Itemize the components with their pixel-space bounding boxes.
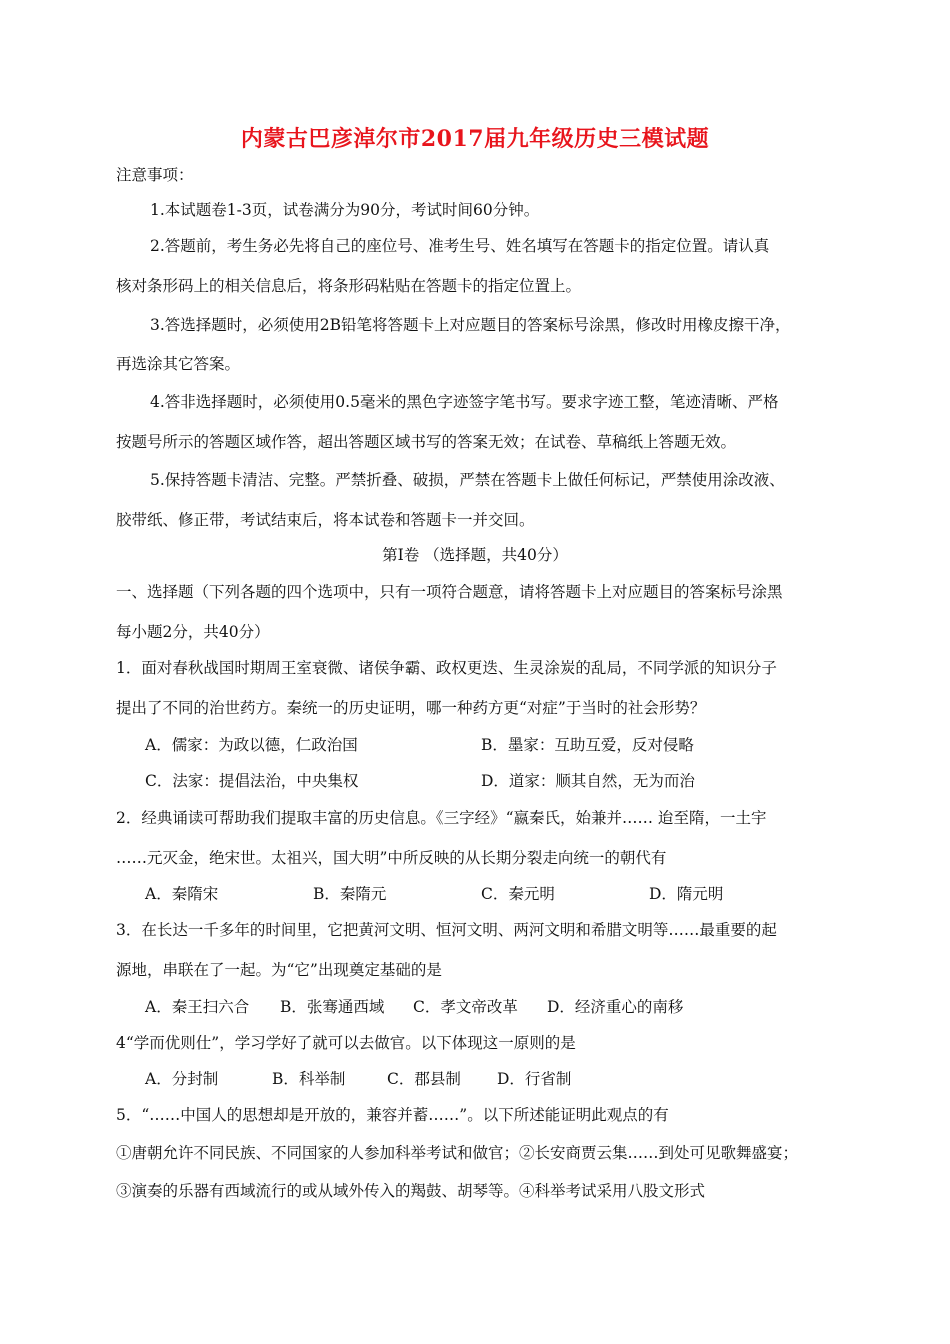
notice-item-3-line-2: 再选涂其它答案。 (116, 355, 241, 373)
exam-title: 内蒙古巴彦淖尔市2017届九年级历史三模试题 (240, 126, 710, 152)
part1-instruction-line-1: 一、选择题（下列各题的四个选项中，只有一项符合题意，请将答题卡上对应题目的答案标号涂黑 (116, 583, 783, 601)
question-1-option-a: A．儒家：为政以德，仁政治国 (145, 736, 358, 754)
question-5-line-2: ①唐朝允许不同民族、不同国家的人参加科举考试和做官；②长安商贾云集……到处可见歌舞盛宴； (116, 1144, 799, 1162)
question-4-line-1: 4“学而优则仕”，学习学好了就可以去做官。以下体现这一原则的是 (116, 1034, 576, 1052)
question-3-option-a: A．秦王扫六合 (145, 998, 250, 1016)
notice-item-1: 1.本试题卷1-3页，试卷满分为90分，考试时间60分钟。 (150, 201, 540, 219)
question-4-option-b: B．科举制 (272, 1070, 346, 1088)
question-2-line-1: 2．经典诵读可帮助我们提取丰富的历史信息。《三字经》“嬴秦氏，始兼并…… 迨至隋，一土宇 (116, 809, 767, 827)
notice-heading: 注意事项： (116, 166, 194, 184)
notice-item-3-line-1: 3.答选择题时，必须使用2B铅笔将答题卡上对应题目的答案标号涂黑，修改时用橡皮擦干净， (150, 316, 791, 334)
question-4-option-a: A．分封制 (145, 1070, 219, 1088)
question-2-option-b: B．秦隋元 (313, 885, 387, 903)
question-2-option-a: A．秦隋宋 (145, 885, 219, 903)
question-2-option-c: C．秦元明 (481, 885, 555, 903)
question-3-option-b: B．张骞通西域 (280, 998, 385, 1016)
question-3-line-2: 源地，串联在了一起。为“它”出现奠定基础的是 (116, 961, 442, 979)
question-4-option-c: C．郡县制 (387, 1070, 461, 1088)
notice-item-5-line-2: 胶带纸、修正带，考试结束后，将本试卷和答题卡一并交回。 (116, 511, 535, 529)
question-1-option-c: C．法家：提倡法治，中央集权 (145, 772, 359, 790)
notice-item-2-line-2: 核对条形码上的相关信息后，将条形码粘贴在答题卡的指定位置上。 (116, 277, 582, 295)
notice-item-2-line-1: 2.答题前，考生务必先将自己的座位号、准考生号、姓名填写在答题卡的指定位置。请认真 (150, 237, 770, 255)
question-5-line-3: ③演奏的乐器有西域流行的或从域外传入的羯鼓、胡琴等。④科举考试采用八股文形式 (116, 1182, 706, 1200)
question-3-option-d: D．经济重心的南移 (547, 998, 684, 1016)
part1-instruction-line-2: 每小题2分，共40分） (116, 623, 270, 641)
notice-item-5-line-1: 5.保持答题卡清洁、完整。严禁折叠、破损，严禁在答题卡上做任何标记，严禁使用涂改液、 (150, 471, 785, 489)
notice-item-4-line-2: 按题号所示的答题区域作答，超出答题区域书写的答案无效；在试卷、草稿纸上答题无效。 (116, 433, 737, 451)
question-1-line-1: 1．面对春秋战国时期周王室衰微、诸侯争霸、政权更迭、生灵涂炭的乱局，不同学派的知识分子 (116, 659, 777, 677)
question-1-option-b: B．墨家：互助互爱，反对侵略 (481, 736, 694, 754)
question-4-option-d: D．行省制 (497, 1070, 572, 1088)
question-2-line-2: ……元灭金，绝宋世。太祖兴，国大明”中所反映的从长期分裂走向统一的朝代有 (116, 849, 667, 867)
question-3-option-c: C．孝文帝改革 (413, 998, 518, 1016)
notice-item-4-line-1: 4.答非选择题时，必须使用0.5毫米的黑色字迹签字笔书写。要求字迹工整，笔迹清晰、严格 (150, 393, 779, 411)
question-5-line-1: 5．“……中国人的思想却是开放的，兼容并蓄……”。以下所述能证明此观点的有 (116, 1106, 669, 1124)
question-2-option-d: D．隋元明 (649, 885, 724, 903)
question-1-line-2: 提出了不同的治世药方。秦统一的历史证明，哪一种药方更“对症”于当时的社会形势？ (116, 699, 706, 717)
question-3-line-1: 3．在长达一千多年的时间里，它把黄河文明、恒河文明、两河文明和希腊文明等……最重要的起 (116, 921, 777, 939)
section-title: 第Ⅰ卷 （选择题，共40分） (382, 546, 568, 564)
question-1-option-d: D．道家：顺其自然，无为而治 (481, 772, 695, 790)
